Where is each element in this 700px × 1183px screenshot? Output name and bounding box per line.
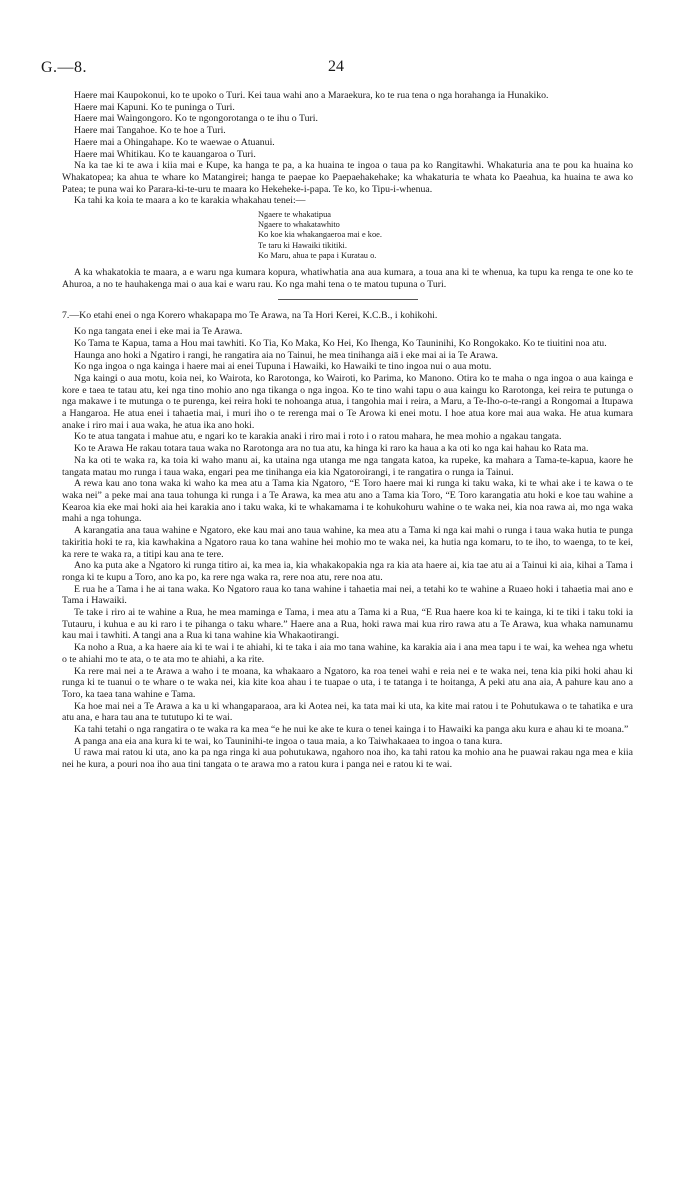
paragraph: A rewa kau ano tona waka ki waho ka mea atu a Tama kia Ngatoro, “E Toro haere mai ki runga ki taku waka, ki te whai ake i te kawa o te waka nei” a peke mai ana taua tohunga ki runga i a Te Arawa, ka mea atu ano a Tama kia Toro, “E Toro karangatia atu hoki e koe tau wahine a Kearoa kia eke mai hoki aia hei karakia ano i taku waka, ki te whakamama i te kohukohuru wahine o te waka nei, kia noa rawa ai, mo nga waka mahi a nga tohunga. [62,478,633,525]
paragraph: Ano ka puta ake a Ngatoro ki runga titiro ai, ka mea ia, kia whakakopakia nga ra kia ata haere ai, kia tae atu ai a Tainui ki aia, kihai a Tama i ronga ki te kupu a Toro, ano ka po, ka rere nga waka ra, rere noa atu, rere noa atu. [62,560,633,583]
document-reference: G.—8. [41,59,88,76]
paragraph: Te take i riro ai te wahine a Rua, he mea maminga e Tama, i mea atu a Tama ki a Rua, “E Rua haere koa ki te kainga, ki te tiki i taku toki ia Tutauru, i kuhua e au ki raro i te pihanga o taku whare.” Haere ana a Rua, hoki rawa mai kua riro rawa atu a Te Arawa, kua whaka namunamu kau mai i tawhiti. A tangi ana a Rua ki tana wahine kia Whakaotirangi. [62,607,633,642]
verse-line: Ko Maru, ahua te papa i Kuratau o. [258,250,377,260]
paragraph: Ko te Arawa He rakau totara taua waka no Rarotonga ara no tua atu, ka hinga ki raro ka haua a ka oti ko nga kai hahau ko Rata ma. [74,443,589,455]
paragraph: Haere mai Kaupokonui, ko te upoko o Turi. Kei taua wahi ano a Maraekura, ko te rua tena o nga horahanga ia Hunakiko. [74,90,549,101]
verse-line: Te taru ki Hawaiki tikitiki. [258,240,347,250]
paragraph: A karangatia ana taua wahine e Ngatoro, eke kau mai ano taua wahine, ka mea atu a Tama ki nga kai mahi o runga i taua waka hutia te punga takiritia hoki te ra, kia kawhakina a Ngatoro raua ko tana wahine hei mohio mo te waka nei, ka hutia nga komaru, to te iho, to waenga, to te kei, ka rere te waka ra, a titipi kau ana te tere. [62,525,633,560]
paragraph: Haere mai Tangahoe. Ko te hoe a Turi. [74,125,226,137]
paragraph: Ka tahi ka koia te maara a ko te karakia whakahau tenei:— [74,195,306,207]
section-divider [278,299,418,300]
verse-line: Ko koe kia whakangaeroa mai e koe. [258,230,382,240]
paragraph: Ko nga ingoa o nga kainga i haere mai ai enei Tupuna i Hawaiki, ko Hawaiki te tino ingoa nui o aua motu. [74,361,492,373]
paragraph: Ka hoe mai nei a Te Arawa a ka u ki whangaparaoa, ara ki Aotea nei, ka tata mai ki uta, ka kite mai ratou i te Pohutukawa o te tahatika e ura atu ana, e hara tau ana te tututupo ki te wai. [62,700,633,724]
paragraph: Nga kaingi o aua motu, koia nei, ko Wairota, ko Rarotonga, ko Wairoti, ko Parima, ko Manono. Otira ko te maha o nga ingoa o aua kainga e kore e taea te tatau atu, kei nga tino mohio ano nga tikanga o nga ingoa. Ko te tino wahi tapu o aua kaingu ko Rarotonga, kei reira te putunga o nga makawe i te mutunga o te purenga, kei reira hoki te nohoanga atua, i tangohia mai i reira, a Maru, a Te-Iho-o-te-rangi a Rongomai a Itupawa a Hangaroa. He atua enei i tahaetia mai, i muri iho o te rerenga mai o Te Arowa ki enei motu. I hoe atua kore mai aua waka. He atua kumara anake i riro mai i aua waka, he atua ika ano hoki. [62,372,633,431]
paragraph: Ko nga tangata enei i eke mai ia Te Arawa. [74,326,243,338]
karakia-verse [258,210,633,261]
paragraph: A panga ana eia ana kura ki te wai, ko Tauninihi-te ingoa o taua maia, a ko Taiwhakaaea to ingoa o tana kura. [74,735,503,747]
paragraph: Ko Tama te Kapua, tama a Hou mai tawhiti. Ko Tia, Ko Maka, Ko Hei, Ko Ihenga, Ko Tauninihi, Ko Rongokako. Ko te tiuitini noa atu. [74,337,607,349]
verse-line: Ngaere te whakatipua [258,210,332,220]
section-heading: 7.—Ko etahi enei o nga Korero whakapapa mo Te Arawa, na Ta Hori Kerei, K.C.B., i kohikohi. [62,310,438,322]
paragraph: Ka tahi tetahi o nga rangatira o te waka ra ka mea “e he nui ke ake te kura o tenei kainga i to Hawaiki ka panga aku kura e ahau ki te moana.” [74,724,629,736]
document-body [62,90,633,771]
paragraph: Haere mai Waingongoro. Ko te ngongorotanga o te ihu o Turi. [74,113,318,125]
paragraph: Haunga ano hoki a Ngatiro i rangi, he rangatira aia no Tainui, he mea tinihanga aiā i eke mai ai ia Te Arawa. [74,349,498,361]
paragraph: Na ka tae ki te awa i kiia mai e Kupe, ka hanga te pa, a ka huaina te ingoa o taua pa ko Rangitawhi. Whakaturia ana te pou ka huaina ko Whakatopea; ka ahua te whare ko Matangirei; hanga te paepae ko Paepaehakehake; ka whakaturia te whata ko Paeahua, ka huaina te awa ko Patea; te puna wai ko Parara-ki-te-uru te maara ko Hekeheke-i-papa. Te ko, ko Tipu-i-whenua. [62,160,633,195]
paragraph: Haere mai Whitikau. Ko te kauangaroa o Turi. [74,148,256,160]
paragraph: Haere mai a Ohingahape. Ko te waewae o Atuanui. [74,136,275,148]
verse-line: Ngaere to whakatawhito [258,220,340,230]
paragraph: A ka whakatokia te maara, a e waru nga kumara kopura, whatiwhatia ana aua kumara, a toua ana ki te whenua, ka tupu ka renga te one ko te Ahuroa, a no te hauhakenga mai o aua kai e waru rau. Ko nga mahi tena o te matou tupuna o Turi. [62,267,633,290]
paragraph: Haere mai Kapuni. Ko te puninga o Turi. [74,101,235,113]
paragraph: Na ka oti te waka ra, ka toia ki waho manu ai, ka utaina nga utanga me nga tangata katoa, ka rupeke, ka mahara a Tama-te-kapua, kaore he tangata matau mo runga i taua waka, engari pea me tinihanga eia kia Ngatoroirangi, i te rangatira o runga ia Tainui. [62,454,633,478]
paragraph: Ka noho a Rua, a ka haere aia ki te wai i te ahiahi, ki te taka i aia mo tana wahine, ka karakia aia i ana mea tapu i te wai, ka wehea nga whetu o te ahiahi mo te ata, o te ata mo te ahiahi, a ka rite. [62,642,633,665]
page-number: 24 [328,58,344,75]
paragraph: Ka rere mai nei a te Arawa a waho i te moana, ka whakaaro a Ngatoro, ka roa tenei wahi e reia nei e te waka nei, tena kia piki hoki ahau ki runga ki te tuanui o te whare o te waka nei, kia kite koa ahau i te tuapae o uta, i te tatanga i te hoitanga, A peki atu ana aia, A pahure kau ano a Toro, ka taea tana wahine e Tama. [62,665,633,700]
paragraph: E rua he a Tama i he ai tana waka. Ko Ngatoro raua ko tana wahine i tahaetia mai nei, a tetahi ko te wahine a Ruaeo hoki i tahaetia mai ano e Tama i Hawaiki. [62,583,633,607]
paragraph: U rawa mai ratou ki uta, ano ka pa nga ringa ki aua pohutukawa, ngahoro noa iho, ka tahi ratou ka mohio ana he puawai rakau nga mea e kiia nei he kura, a pouri noa iho aua tini tangata o te arawa mo a ratou kura i panga nei e ratou ki te wai. [62,747,633,771]
paragraph: Ko te atua tangata i mahue atu, e ngari ko te karakia anaki i riro mai i roto i o ratou mahara, he mea mohio a ngakau tangata. [74,431,562,443]
